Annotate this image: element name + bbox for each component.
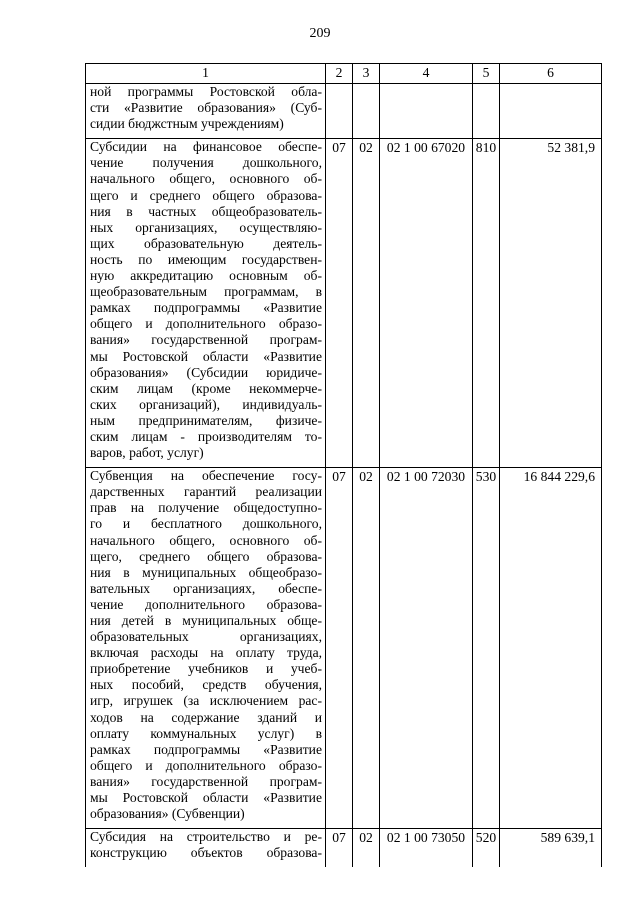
target-article-code: 02 1 00 73050 — [380, 829, 473, 868]
row-description — [86, 468, 326, 829]
description-line: ским лицам - производителям то- — [90, 428, 322, 444]
subsection-code — [353, 84, 380, 139]
expense-type-code — [473, 84, 500, 139]
description-line: Субвенция на обеспечение госу- — [90, 468, 322, 484]
target-article-code: 02 1 00 72030 — [380, 468, 473, 829]
description-line: вания» государственной програм- — [90, 773, 322, 789]
description-line: ность по имеющим государствен- — [90, 251, 322, 267]
description-line: чение получения дошкольного, — [90, 155, 322, 171]
description-line: прав на получение общедоступно- — [90, 500, 322, 516]
description-line: приобретение учебников и учеб- — [90, 661, 322, 677]
target-article-code: 02 1 00 67020 — [380, 139, 473, 468]
section-code: 07 — [326, 139, 353, 468]
amount — [500, 84, 602, 139]
description-line: вания» государственной програм- — [90, 332, 322, 348]
description-line: образования» (Субсидии юридиче- — [90, 364, 322, 380]
description-line: оплату коммунальных услуг) в — [90, 725, 322, 741]
description-line: мы Ростовской области «Развитие — [90, 348, 322, 364]
description-line: ния в частных общеобразователь- — [90, 203, 322, 219]
description-line: конструкцию объектов образова- — [90, 845, 322, 861]
description-line: образовательных организациях, — [90, 629, 322, 645]
description-line: сти «Развитие образования» (Суб- — [90, 100, 322, 116]
description-line: ную аккредитацию основным об- — [90, 268, 322, 284]
description-line: щего и среднего общего образова- — [90, 187, 322, 203]
description-line: ным предпринимателям, физиче- — [90, 412, 322, 428]
description-line: чение дополнительного образова- — [90, 596, 322, 612]
expense-type-code: 520 — [473, 829, 500, 868]
description-line: ния в муниципальных общеобразо- — [90, 564, 322, 580]
col-header-4: 4 — [380, 64, 473, 84]
budget-table — [85, 63, 602, 867]
description-line: щеобразовательным программам, в — [90, 284, 322, 300]
table-row — [86, 829, 602, 868]
subsection-code: 02 — [353, 139, 380, 468]
description-line: щих образовательную деятель- — [90, 235, 322, 251]
row-description — [86, 829, 326, 868]
col-header-1: 1 — [86, 64, 326, 84]
description-line: варов, работ, услуг) — [90, 445, 204, 461]
description-line: ния детей в муниципальных обще- — [90, 613, 322, 628]
subsection-code: 02 — [353, 468, 380, 829]
description-line: ходов на содержание зданий и — [90, 709, 322, 725]
section-code: 07 — [326, 829, 353, 868]
expense-type-code: 810 — [473, 139, 500, 468]
subsection-code: 02 — [353, 829, 380, 868]
col-header-2: 2 — [326, 64, 353, 84]
table-row — [86, 84, 602, 139]
description-line: дарственных гарантий реализации — [90, 484, 322, 500]
col-header-5: 5 — [473, 64, 500, 84]
description-line: ных организациях, осуществляю- — [90, 219, 322, 235]
description-line: мы Ростовской области «Развитие — [90, 790, 322, 806]
col-header-6: 6 — [500, 64, 602, 84]
row-description — [86, 84, 326, 139]
description-line: общего и дополнительного образо- — [90, 316, 322, 332]
description-line: образования» (Субвенции) — [90, 806, 245, 822]
description-line: го и бесплатного дошкольного, — [90, 516, 322, 532]
description-line: включая расходы на оплату труда, — [90, 645, 322, 661]
description-line: Субсидия на строительство и ре- — [90, 829, 322, 845]
description-line: ных пособий, средств обучения, — [90, 677, 322, 693]
table-row — [86, 468, 602, 829]
description-line: рамках подпрограммы «Развитие — [90, 300, 322, 316]
amount: 589 639,1 — [500, 829, 602, 868]
description-line: ских организаций), индивидуаль- — [90, 396, 322, 412]
page-number: 209 — [309, 26, 331, 41]
description-line: ной программы Ростовской обла- — [90, 84, 322, 99]
description-line: общего и дополнительного образо- — [90, 757, 322, 773]
description-line: ским лицам (кроме некоммерче- — [90, 380, 322, 396]
section-code: 07 — [326, 468, 353, 829]
description-line: начального общего, основного об- — [90, 532, 322, 548]
table-row — [86, 139, 602, 468]
amount: 16 844 229,6 — [500, 468, 602, 829]
description-line: щего, среднего общего образова- — [90, 548, 322, 564]
expense-type-code: 530 — [473, 468, 500, 829]
description-line: рамках подпрограммы «Развитие — [90, 741, 322, 757]
description-line: начального общего, основного об- — [90, 171, 322, 187]
description-line: сидии бюджстным учреждениям) — [90, 116, 284, 132]
amount: 52 381,9 — [500, 139, 602, 468]
header-row — [86, 64, 602, 84]
description-line: Субсидии на финансовое обеспе- — [90, 139, 322, 155]
col-header-3: 3 — [353, 64, 380, 84]
description-line: игр, игрушек (за исключением рас- — [90, 693, 322, 709]
target-article-code — [380, 84, 473, 139]
section-code — [326, 84, 353, 139]
row-description — [86, 139, 326, 468]
description-line: вательных организациях, обеспе- — [90, 580, 322, 596]
